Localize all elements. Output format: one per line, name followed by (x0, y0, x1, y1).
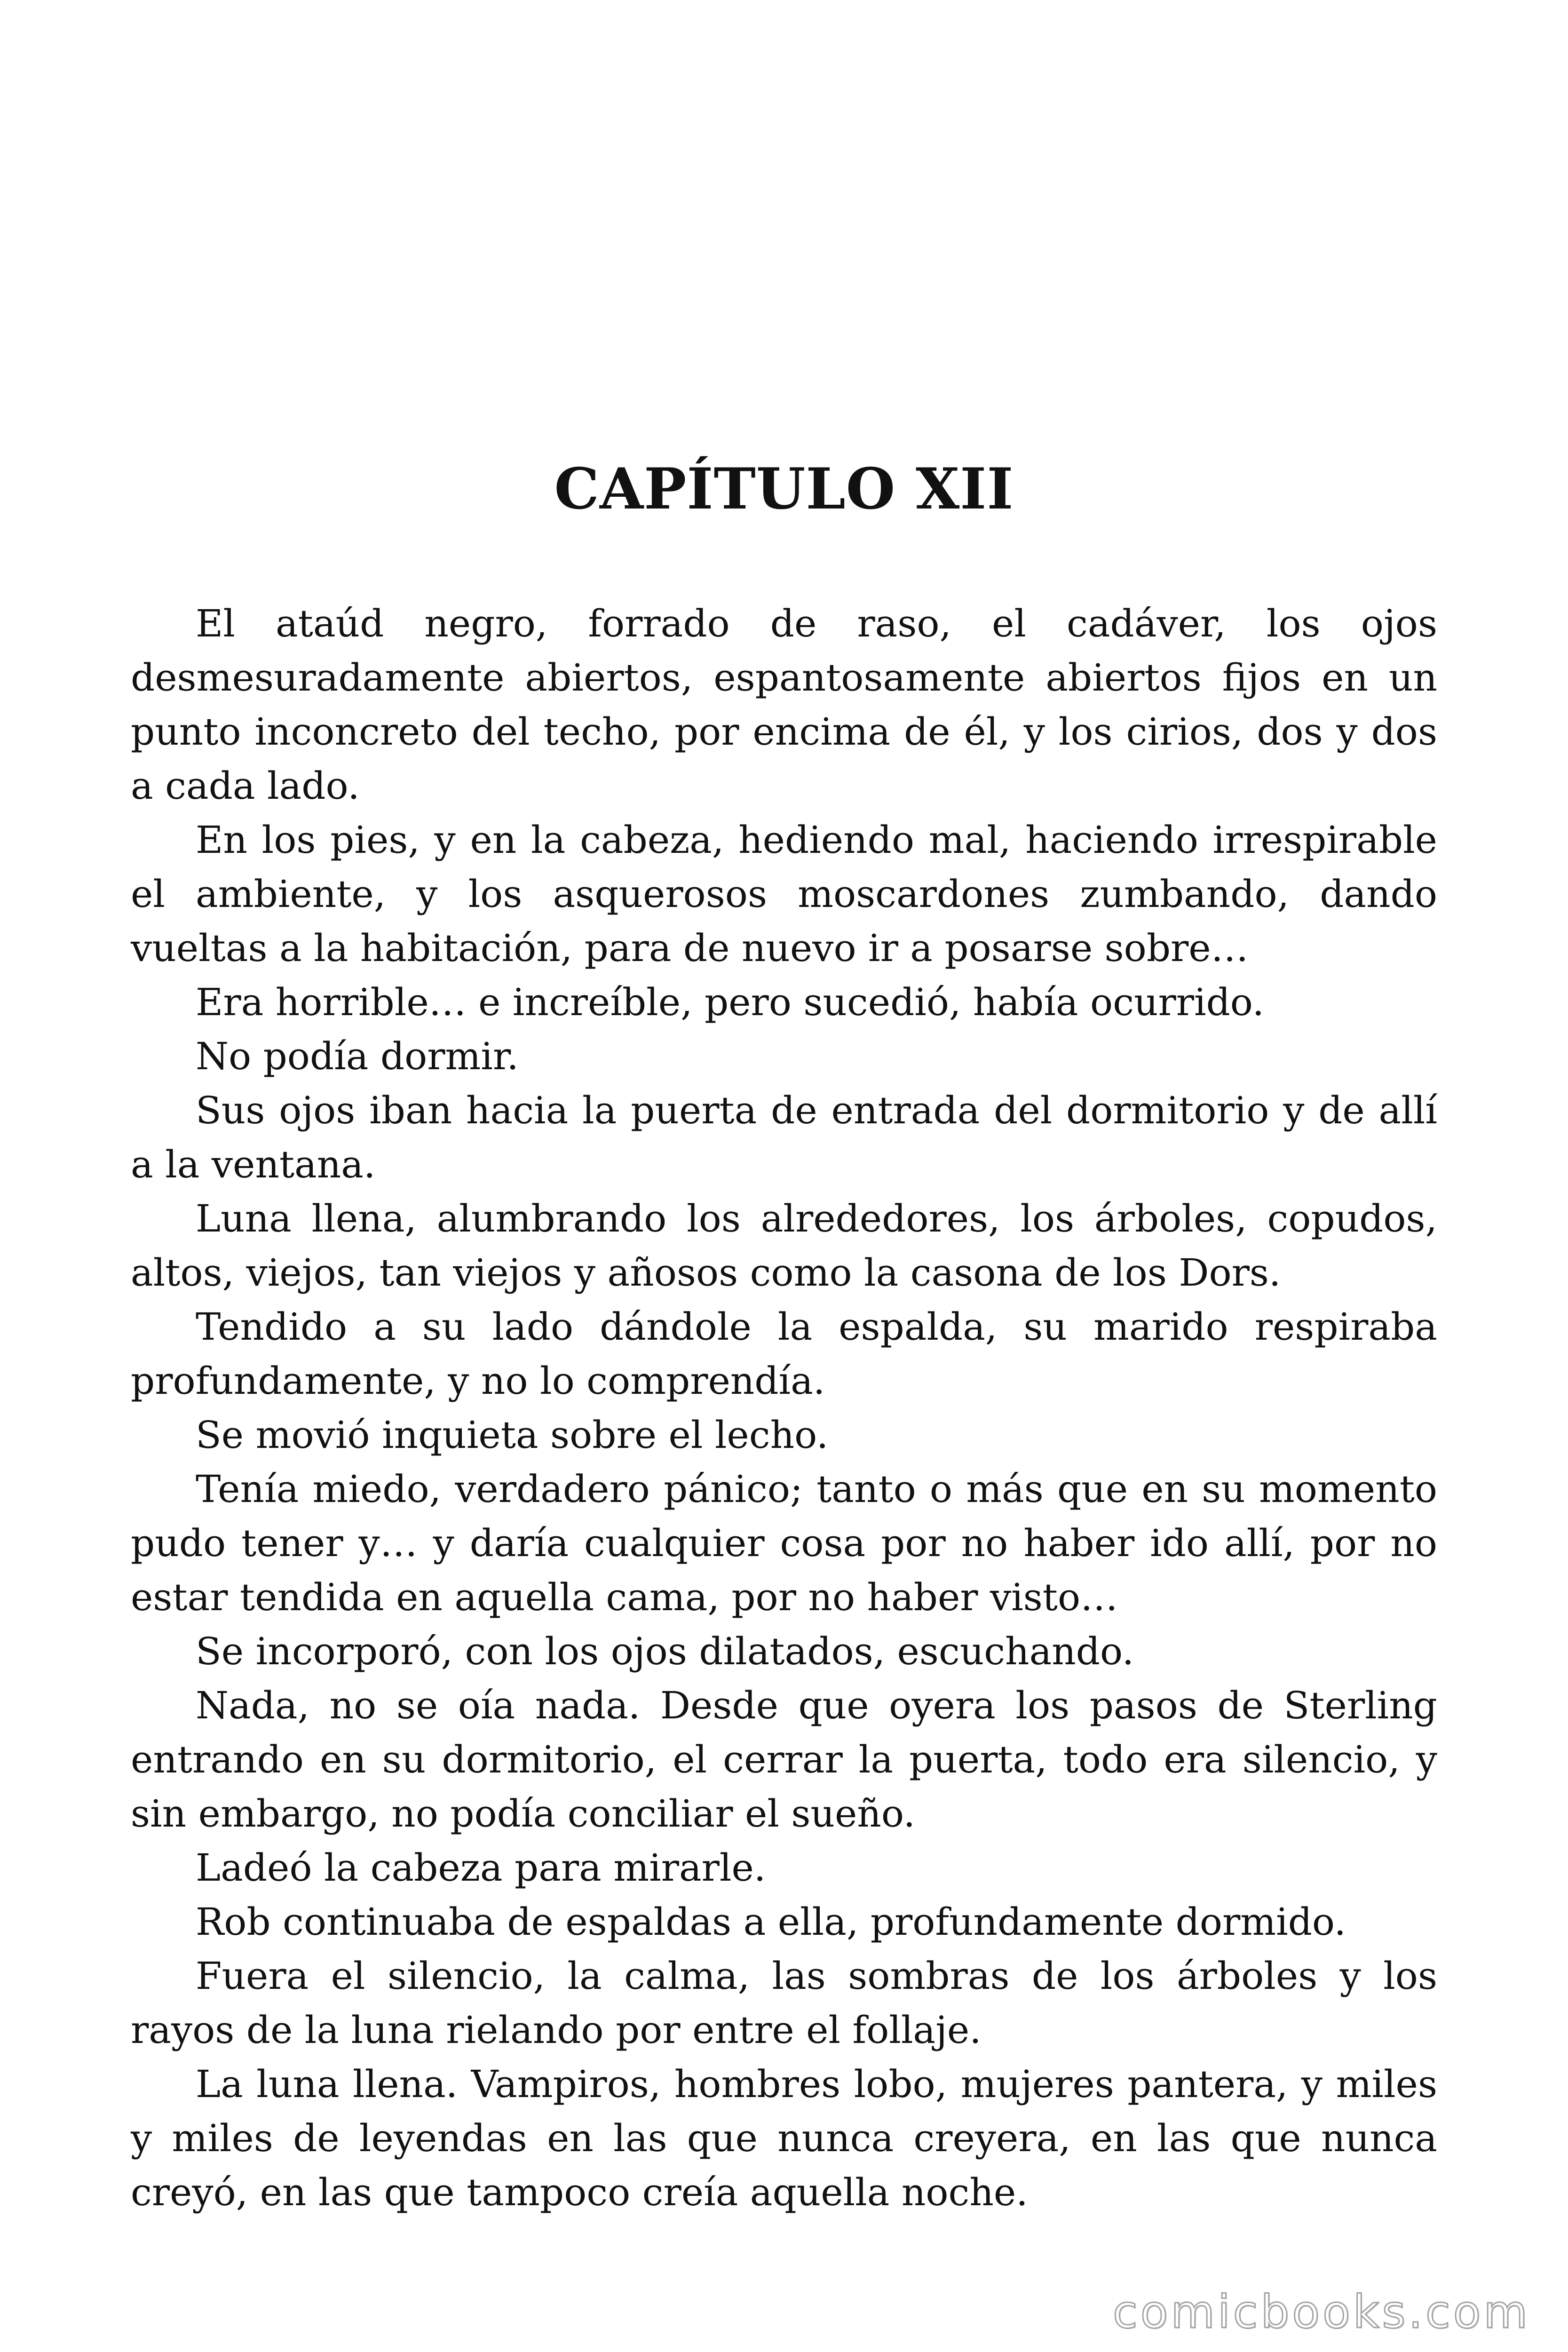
paragraph: La luna llena. Vampiros, hombres lobo, mujeres pantera, y miles y miles de leyendas en las que nunca creyera, en las que nunca creyó, en las que tampoco creía aquella noche. (131, 2062, 1437, 2214)
paragraph: Era horrible… e increíble, pero sucedió, había ocurrido. (196, 980, 1264, 1024)
paragraph: Fuera el silencio, la calma, las sombras de los árboles y los rayos de la luna rielando por entre el follaje. (131, 1954, 1437, 2052)
chapter-title: CAPÍTULO XII (554, 456, 1014, 522)
paragraph: Sus ojos iban hacia la puerta de entrada del dormitorio y de allí a la ventana. (131, 1089, 1437, 1186)
paragraph: Luna llena, alumbrando los alrededores, los árboles, copudos, altos, viejos, tan viejos y añosos como la casona de los Dors. (131, 1197, 1437, 1295)
watermark: comicbooks.com (1112, 2286, 1530, 2338)
paragraph: En los pies, y en la cabeza, hediendo mal, haciendo irrespirable el ambiente, y los asquerosos moscardones zumbando, dando vueltas a la habitación, para de nuevo ir a posarse sobre… (131, 818, 1437, 970)
paragraph: Rob continuaba de espaldas a ella, profundamente dormido. (196, 1900, 1346, 1944)
paragraph: Se movió inquieta sobre el lecho. (196, 1413, 829, 1457)
paragraph: Tenía miedo, verdadero pánico; tanto o más que en su momento pudo tener y… y daría cualquier cosa por no haber ido allí, por no estar tendida en aquella cama, por no haber visto… (131, 1467, 1437, 1619)
paragraph: El ataúd negro, forrado de raso, el cadáver, los ojos desmesuradamente abiertos, espantosamente abiertos fijos en un punto inconcreto del techo, por encima de él, y los cirios, dos y dos a cada lado. (131, 602, 1437, 808)
paragraph: Se incorporó, con los ojos dilatados, escuchando. (196, 1629, 1134, 1673)
chapter-body (131, 596, 1437, 2219)
paragraph: Ladeó la cabeza para mirarle. (196, 1846, 766, 1890)
paragraph: No podía dormir. (196, 1034, 519, 1078)
paragraph: Tendido a su lado dándole la espalda, su marido respiraba profundamente, y no lo comprendía. (131, 1305, 1437, 1403)
paragraph: Nada, no se oía nada. Desde que oyera los pasos de Sterling entrando en su dormitorio, el cerrar la puerta, todo era silencio, y sin embargo, no podía conciliar el sueño. (131, 1684, 1437, 1836)
